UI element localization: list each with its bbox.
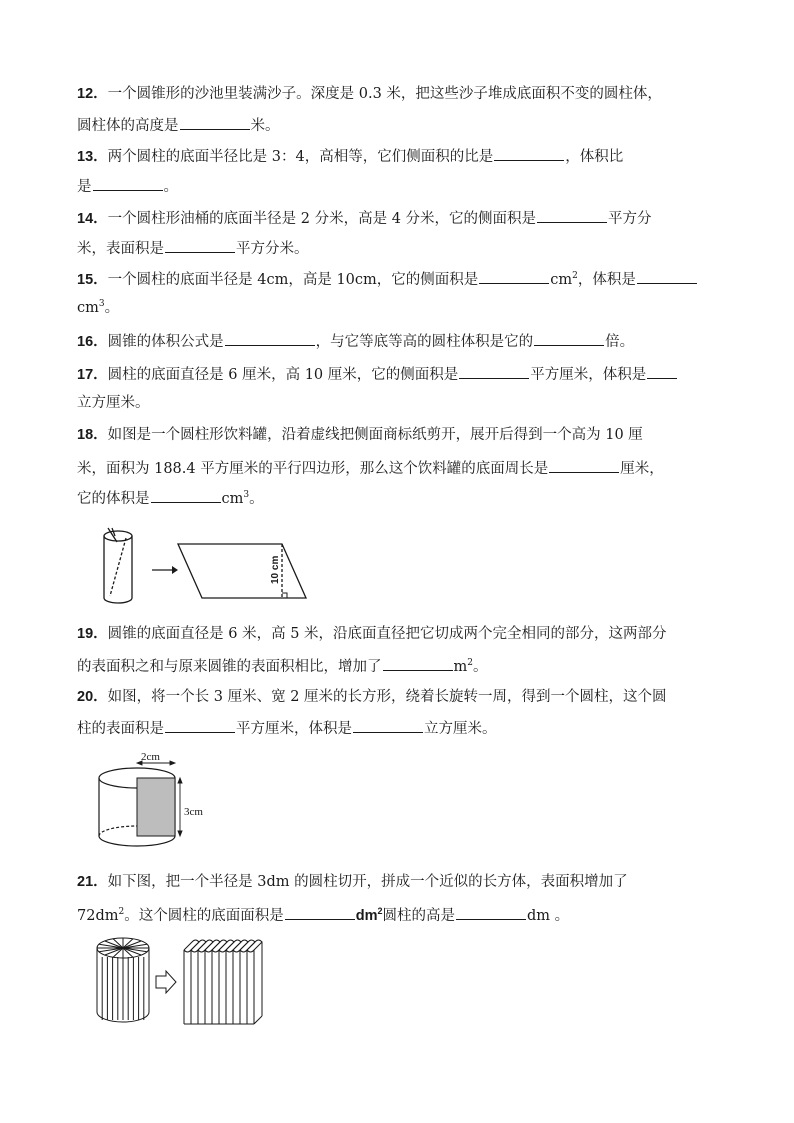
can-cylinder (104, 528, 132, 603)
q20-figure-height-label: 3cm (184, 806, 203, 818)
q18-line2: 米，面积为 188.4 平方厘米的平行四边形，那么这个饮料罐的底面周长是 厘米， (77, 457, 664, 479)
q20-line1: 20．如图，将一个长 3 厘米、宽 2 厘米的长方形，绕着长旋转一周，得到一个圆柱，这个圆 (77, 689, 667, 705)
q12-number: 12． (77, 86, 108, 102)
arrow-icon (152, 566, 178, 574)
q17-line1: 17．圆柱的底面直径是 6 厘米，高 10 厘米，它的侧面积是 平方厘米，体积是 (77, 363, 678, 385)
q17-number: 17． (77, 367, 108, 383)
q13-number: 13． (77, 149, 108, 165)
q17-line2: 立方厘米。 (77, 395, 150, 411)
q19-line1: 19．圆锥的底面直径是 6 米，高 5 米，沿底面直径把它切成两个完全相同的部分，这两部分 (77, 626, 667, 642)
q17-answer-blank-1[interactable] (459, 363, 529, 379)
q20-figure-width-label: 2cm (141, 751, 160, 763)
q21-line1: 21．如下图，把一个半径是 3dm 的圆柱切开，拼成一个近似的长方体，表面积增加了 (77, 874, 628, 890)
sliced-cylinder (97, 938, 149, 1022)
unrolled-parallelogram (178, 544, 306, 598)
q12-line2: 圆柱体的高度是 米。 (77, 114, 280, 136)
q13-line1: 13．两个圆柱的底面半径比是 3：4，高相等，它们侧面积的比是 ，体积比 (77, 145, 623, 167)
q14-line1: 14．一个圆柱形油桶的底面半径是 2 分米，高是 4 分米，它的侧面积是 平方分 (77, 207, 652, 229)
q20-line2: 柱的表面积是 平方厘米，体积是 立方厘米。 (77, 717, 497, 739)
q19-number: 19． (77, 626, 108, 642)
q18-line1: 18．如图是一个圆柱形饮料罐，沿着虚线把侧面商标纸剪开，展开后得到一个高为 10 厘 (77, 427, 643, 443)
q15-answer-blank-2[interactable] (637, 268, 697, 284)
q13-answer-blank-1[interactable] (494, 145, 564, 161)
q14-line2: 米，表面积是 平方分米。 (77, 237, 309, 259)
q21-number: 21． (77, 874, 108, 890)
q20-answer-blank-1[interactable] (165, 717, 235, 733)
q15-line1: 15．一个圆柱的底面半径是 4cm，高是 10cm，它的侧面积是 $cm^2$，体积是 (77, 268, 698, 290)
q21-answer-blank-1[interactable] (285, 904, 355, 920)
q20-number: 20． (77, 689, 108, 705)
q21-line2: $72dm^2$。这个圆柱的底面面积是 $dm^2$圆柱的高是 dm 。 (77, 904, 569, 926)
q13-answer-blank-2[interactable] (93, 175, 163, 191)
q18-figure-can-and-parallelogram (96, 526, 328, 610)
q20-answer-blank-2[interactable] (353, 717, 423, 733)
q21-answer-blank-2[interactable] (456, 904, 526, 920)
q14-answer-blank-1[interactable] (537, 207, 607, 223)
height-dimension (178, 778, 182, 836)
q19-line2: 的表面积之和与原来圆锥的表面积相比，增加了 $m^2$。 (77, 655, 487, 677)
q16-line1: 16．圆锥的体积公式是 ，与它等底等高的圆柱体积是它的 倍。 (77, 330, 634, 352)
q16-answer-blank-1[interactable] (225, 330, 315, 346)
q14-number: 14． (77, 211, 108, 227)
q19-answer-blank[interactable] (383, 655, 453, 671)
q18-answer-blank-1[interactable] (549, 457, 619, 473)
q12-answer-blank[interactable] (180, 114, 250, 130)
q15-answer-blank-1[interactable] (479, 268, 549, 284)
q18-number: 18． (77, 427, 108, 443)
q20-figure-rotated-rectangle-cylinder (92, 750, 222, 854)
q12-line1: 12．一个圆锥形的沙池里装满沙子。深度是 0.3 米，把这些沙子堆成底面积不变的圆柱体， (77, 86, 662, 102)
q18-answer-blank-2[interactable] (151, 487, 221, 503)
q17-answer-blank-2[interactable] (647, 363, 677, 379)
q15-line2: $cm^3$。 (77, 299, 120, 316)
q16-number: 16． (77, 334, 108, 350)
shaded-rectangle (137, 778, 175, 836)
approximate-cuboid (184, 940, 262, 1024)
q15-number: 15． (77, 272, 108, 288)
q14-answer-blank-2[interactable] (165, 237, 235, 253)
q21-figure-cylinder-to-cuboid (94, 932, 266, 1028)
arrow-icon (156, 971, 176, 993)
q18-figure-height-label: 10 cm (270, 555, 281, 584)
q16-answer-blank-2[interactable] (534, 330, 604, 346)
q13-line2: 是 。 (77, 175, 178, 197)
q18-line3: 它的体积是 $cm^3$。 (77, 487, 264, 509)
